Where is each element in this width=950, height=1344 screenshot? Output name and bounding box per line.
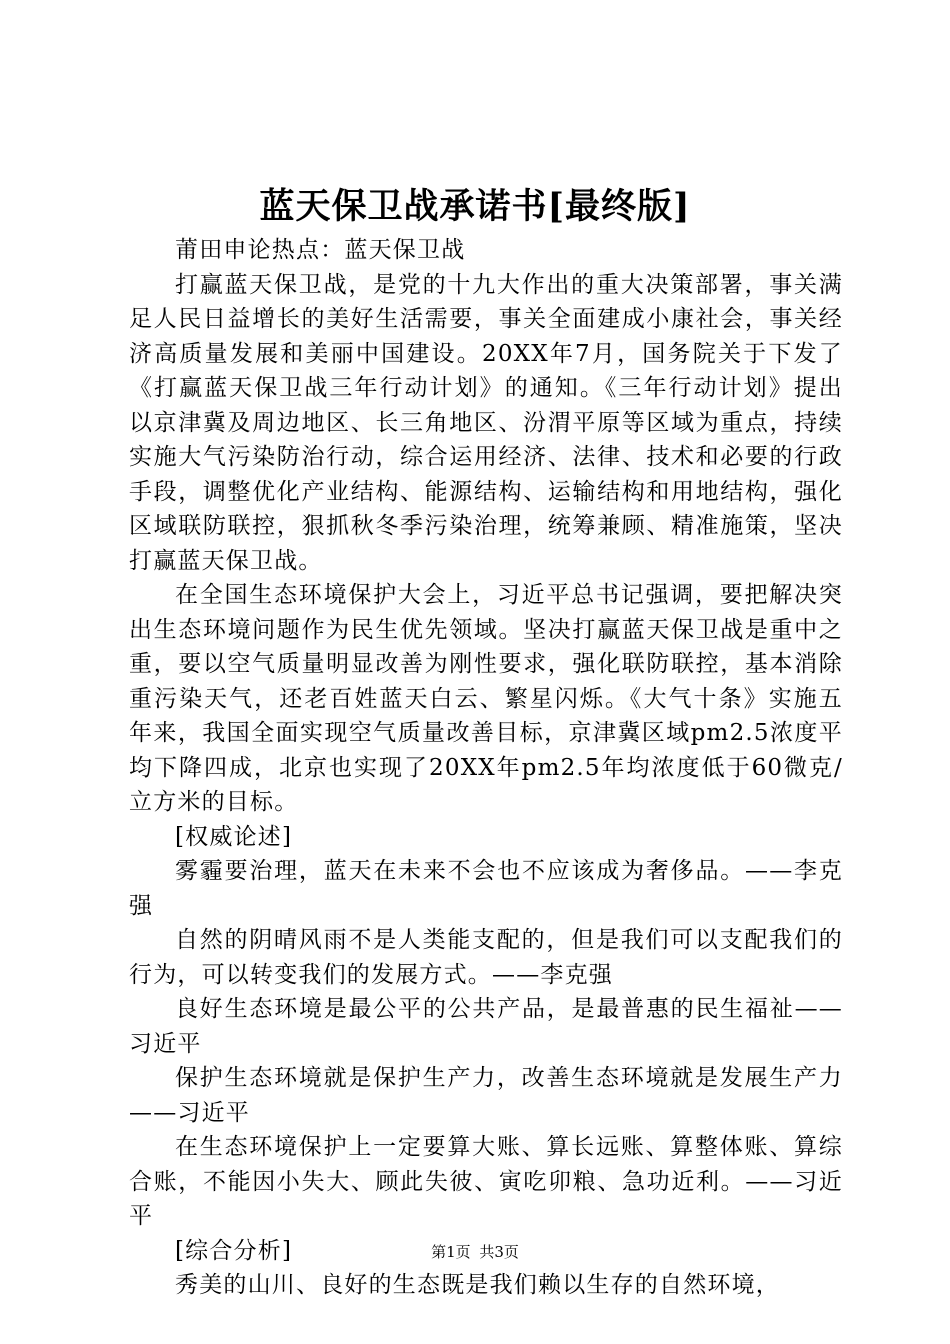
section-heading-authority: [权威论述] xyxy=(175,823,293,850)
page-total: 共3页 xyxy=(479,1243,519,1261)
quote-paragraph: 在生态环境保护上一定要算大账、算长远账、算整体账、算综合账，不能因小失大、顾此失彼、寅吃卯粮、急功近利。——习近平 xyxy=(129,1134,843,1229)
page-number: 第1页 xyxy=(431,1243,471,1261)
paragraph-intro: 打赢蓝天保卫战，是党的十九大作出的重大决策部署，事关满足人民日益增长的美好生活需要，事关全面建成小康社会，事关经济高质量发展和美丽中国建设。20XX年7月，国务院关于下发了《打赢蓝天保卫战三年行动计划》的通知。《三年行动计划》提出以京津冀及周边地区、长三角地区、汾渭平原等区域为重点，持续实施大气污染防治行动，综合运用经济、法律、技术和必要的行政手段，调整优化产业结构、能源结构、运输结构和用地结构，强化区域联防联控，狠抓秋冬季污染治理，统筹兼顾、精准施策，坚决打赢蓝天保卫战。 xyxy=(129,271,843,574)
page-footer xyxy=(0,1242,950,1262)
quote-paragraph: 自然的阴晴风雨不是人类能支配的，但是我们可以支配我们的行为，可以转变我们的发展方式。——李克强 xyxy=(129,927,843,988)
paragraph-topic: 莆田申论热点：蓝天保卫战 xyxy=(175,237,466,263)
document-body xyxy=(129,233,843,1303)
quote-paragraph: 良好生态环境是最公平的公共产品，是最普惠的民生福祉——习近平 xyxy=(129,996,843,1057)
paragraph-analysis: 秀美的山川、良好的生态既是我们赖以生存的自然环境， xyxy=(175,1272,780,1298)
document-title: 蓝天保卫战承诺书[最终版] xyxy=(259,186,691,227)
section-heading-analysis: [综合分析] xyxy=(175,1237,293,1264)
paragraph-conference: 在全国生态环境保护大会上，习近平总书记强调，要把解决突出生态环境问题作为民生优先领域。坚决打赢蓝天保卫战是重中之重，要以空气质量明显改善为刚性要求，强化联防联控，基本消除重污染天气，还老百姓蓝天白云、繁星闪烁。《大气十条》实施五年来，我国全面实现空气质量改善目标，京津冀区域pm2.5浓度平均下降四成，北京也实现了20XX年pm2.5年均浓度低于60微克/立方米的目标。 xyxy=(129,582,843,815)
quote-paragraph: 雾霾要治理，蓝天在未来不会也不应该成为奢侈品。——李克强 xyxy=(129,858,843,919)
quote-paragraph: 保护生态环境就是保护生产力，改善生态环境就是发展生产力——习近平 xyxy=(129,1065,843,1126)
